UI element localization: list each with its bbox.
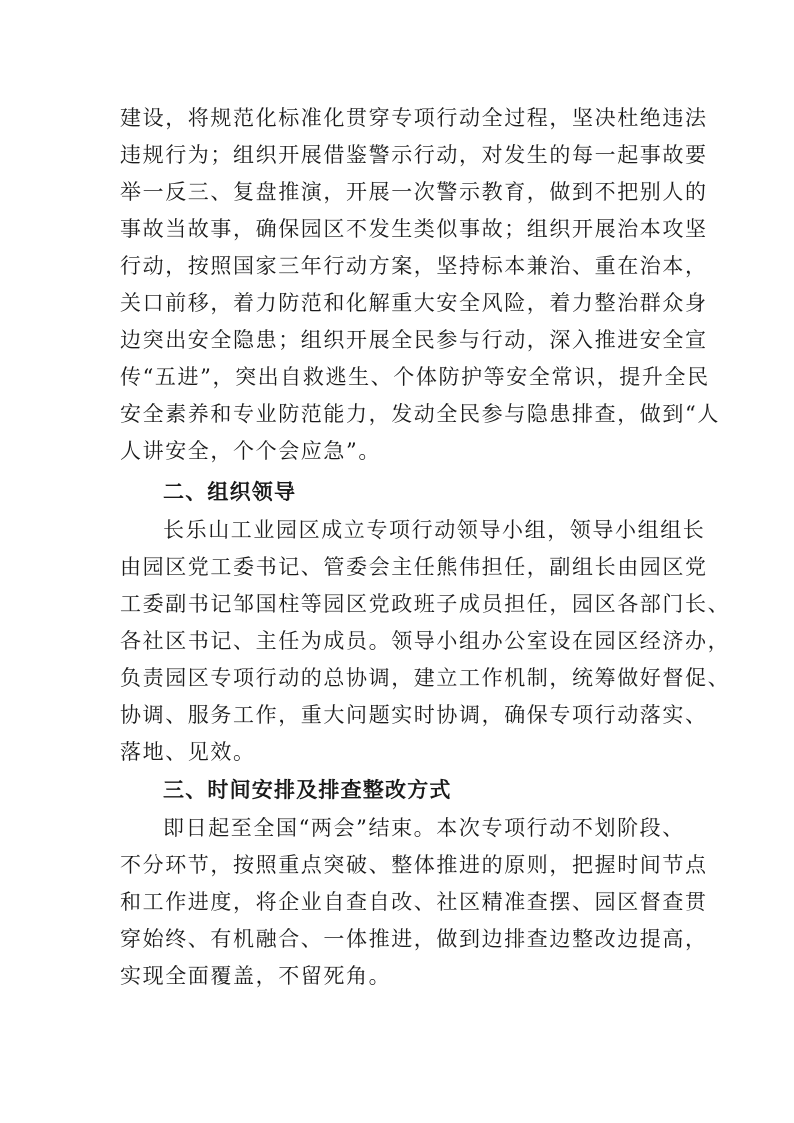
paragraph-line: 安全素养和专业防范能力，发动全民参与隐患排查，做到“人 — [120, 402, 720, 426]
paragraph-line: 举一反三、复盘推演，开展一次警示教育，做到不把别人的 — [120, 180, 708, 204]
paragraph-line: 边突出安全隐患；组织开展全民参与行动，深入推进安全宣 — [120, 328, 708, 352]
paragraph-line: 传“五进”，突出自救逃生、个体防护等安全常识，提升全民 — [120, 365, 710, 389]
section-heading: 三、时间安排及排查整改方式 — [163, 778, 452, 802]
paragraph-line: 行动，按照国家三年行动方案，坚持标本兼治、重在治本， — [120, 254, 708, 278]
paragraph-line: 负责园区专项行动的总协调，建立工作机制，统筹做好督促、 — [120, 666, 731, 690]
paragraph-line: 关口前移，着力防范和化解重大安全风险，着力整治群众身 — [120, 291, 708, 315]
paragraph-line: 实现全面覆盖，不留死角。 — [120, 964, 392, 988]
paragraph-line: 协调、服务工作，重大问题实时协调，确保专项行动落实、 — [120, 703, 708, 727]
paragraph-line: 和工作进度，将企业自查自改、社区精准查摆、园区督查贯 — [120, 890, 708, 914]
paragraph-line: 各社区书记、主任为成员。领导小组办公室设在园区经济办， — [120, 629, 731, 653]
paragraph-line: 不分环节，按照重点突破、整体推进的原则，把握时间节点 — [120, 853, 708, 877]
paragraph-line: 人讲安全，个个会应急”。 — [120, 439, 381, 463]
paragraph-line: 长乐山工业园区成立专项行动领导小组，领导小组组长 — [163, 518, 706, 542]
paragraph-line: 工委副书记邹国柱等园区党政班子成员担任，园区各部门长、 — [120, 592, 731, 616]
paragraph-line: 违规行为；组织开展借鉴警示行动，对发生的每一起事故要 — [120, 143, 708, 167]
paragraph-line: 由园区党工委书记、管委会主任熊伟担任，副组长由园区党 — [120, 555, 708, 579]
section-heading: 二、组织领导 — [163, 480, 297, 504]
paragraph-line: 即日起至全国“两会”结束。本次专项行动不划阶段、 — [163, 816, 685, 840]
paragraph-line: 落地、见效。 — [120, 740, 256, 764]
paragraph-line: 建设，将规范化标准化贯穿专项行动全过程，坚决杜绝违法 — [120, 106, 708, 130]
paragraph-line: 穿始终、有机融合、一体推进，做到边排查边整改边提高， — [120, 927, 708, 951]
paragraph-line: 事故当故事，确保园区不发生类似事故；组织开展治本攻坚 — [120, 217, 708, 241]
